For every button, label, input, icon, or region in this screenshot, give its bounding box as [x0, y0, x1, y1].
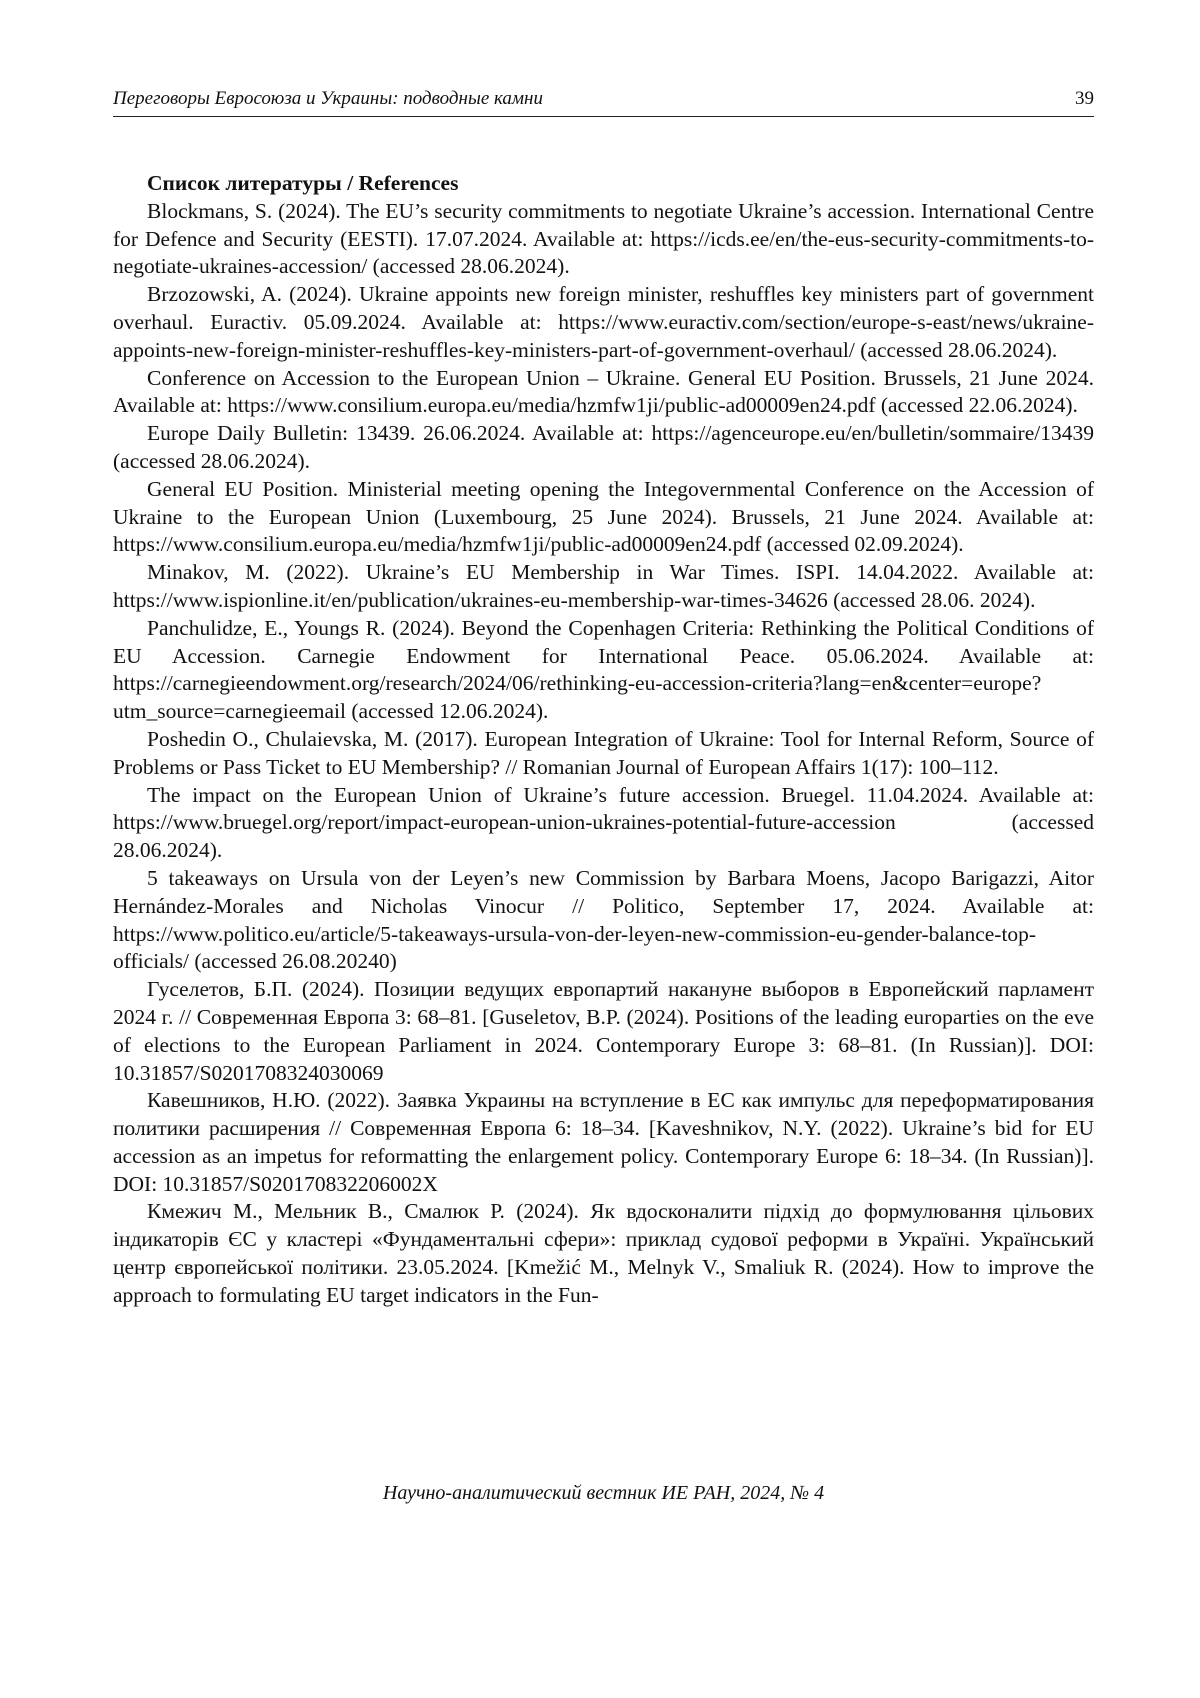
reference-entry: Кавешников, Н.Ю. (2022). Заявка Украины на вступление в ЕС как импульс для переформатирования политики расширения // Современная Европа 6: 18–34. [Kaveshnikov, N.Y. (2022). Ukraine’s bid for EU accession as an impetus for reformatting the enlargement policy. Contemporary Europe 6: 18–34. (In Russian)]. DOI: 10.31857/S020170832206002X — [113, 1088, 1094, 1196]
references-section — [113, 170, 1094, 1310]
reference-entry: Poshedin O., Chulaievska, M. (2017). European Integration of Ukraine: Tool for Internal Reform, Source of Problems or Pass Ticket to EU Membership? // Romanian Journal of European Affairs 1(17): 100–112. — [113, 726, 1094, 779]
reference-entry: Conference on Accession to the European Union – Ukraine. General EU Position. Brussels, 21 June 2024. Available at: https://www.consilium.europa.eu/media/hzmfw1ji/public-ad00009en24.pdf (accessed 22.06.2024). — [113, 365, 1094, 418]
reference-entry: Гуселетов, Б.П. (2024). Позиции ведущих европартий накануне выборов в Европейский парламент 2024 г. // Современная Европа 3: 68–81. [Guseletov, B.P. (2024). Positions of the leading europarties on the eve of elections to the European Parliament in 2024. Contemporary Europe 3: 68–81. (In Russian)]. DOI: 10.31857/S0201708324030069 — [113, 977, 1094, 1085]
reference-entry: Europe Daily Bulletin: 13439. 26.06.2024. Available at: https://agenceurope.eu/en/bulletin/sommaire/13439 (accessed 28.06.2024). — [113, 421, 1094, 473]
journal-footer: Научно-аналитический вестник ИЕ РАН, 2024, № 4 — [382, 1482, 825, 1504]
reference-entry: Minakov, M. (2022). Ukraine’s EU Membership in War Times. ISPI. 14.04.2022. Available at: https://www.ispionline.it/en/publication/ukraines-eu-membership-war-times-34626 (accessed 28.06. 2024). — [113, 560, 1094, 612]
running-title: Переговоры Евросоюза и Украины: подводные камни — [113, 88, 543, 109]
reference-entry: Panchulidze, E., Youngs R. (2024). Beyond the Copenhagen Criteria: Rethinking the Political Conditions of EU Accession. Carnegie Endowment for International Peace. 05.06.2024. Available at: https://carnegieendowment.org/research/2024/06/rethinking-eu-accession-criteria?lang=en&center=europe?utm_source=carnegieemail (accessed 12.06.2024). — [113, 615, 1094, 724]
reference-entry: Brzozowski, A. (2024). Ukraine appoints new foreign minister, reshuffles key ministers part of government overhaul. Euractiv. 05.09.2024. Available at: https://www.euractiv.com/section/europe-s-east/news/ukraine-appoints-new-foreign-minister-reshuffles-key-ministers-part-of-government-overhaul/ (accessed 28.06.2024). — [113, 282, 1094, 362]
running-header — [113, 84, 1094, 117]
reference-entry: Blockmans, S. (2024). The EU’s security commitments to negotiate Ukraine’s accession. International Centre for Defence and Security (EESTI). 17.07.2024. Available at: https://icds.ee/en/the-eus-security-commitments-to-negotiate-ukraines-accession/ (accessed 28.06.2024). — [113, 198, 1094, 279]
reference-entry: The impact on the European Union of Ukraine’s future accession. Bruegel. 11.04.2024. Available at: https://www.bruegel.org/report/impact-european-union-ukraines-potential-future-accession (accessed 28.06.2024). — [113, 782, 1094, 863]
reference-list — [113, 198, 1094, 1310]
reference-entry: 5 takeaways on Ursula von der Leyen’s new Commission by Barbara Moens, Jacopo Barigazzi, Aitor Hernández-Morales and Nicholas Vinocur // Politico, September 17, 2024. Available at: https://www.politico.eu/article/5-takeaways-ursula-von-der-leyen-new-commission-eu-gender-balance-top-officials/ (accessed 26.08.20240) — [113, 865, 1094, 974]
references-heading: Список литературы / References — [147, 171, 459, 195]
reference-entry: Кмежич М., Мельник В., Смалюк Р. (2024). Як вдосконалити підхід до формулювання цільових індикаторів ЄС у кластері «Фундаментальні сфери»: приклад судової реформи в Україні. Український центр європейської політики. 23.05.2024. [Kmežić M., Melnyk V., Smaliuk R. (2024). How to improve the approach to formulating EU target indicators in the Fun- — [113, 1199, 1094, 1307]
page-number: 39 — [1075, 88, 1094, 109]
reference-entry: General EU Position. Ministerial meeting opening the Integovernmental Conference on the Accession of Ukraine to the European Union (Luxembourg, 25 June 2024). Brussels, 21 June 2024. Available at: https://www.consilium.europa.eu/media/hzmfw1ji/public-ad00009en24.pdf (accessed 02.09.2024). — [113, 476, 1094, 557]
